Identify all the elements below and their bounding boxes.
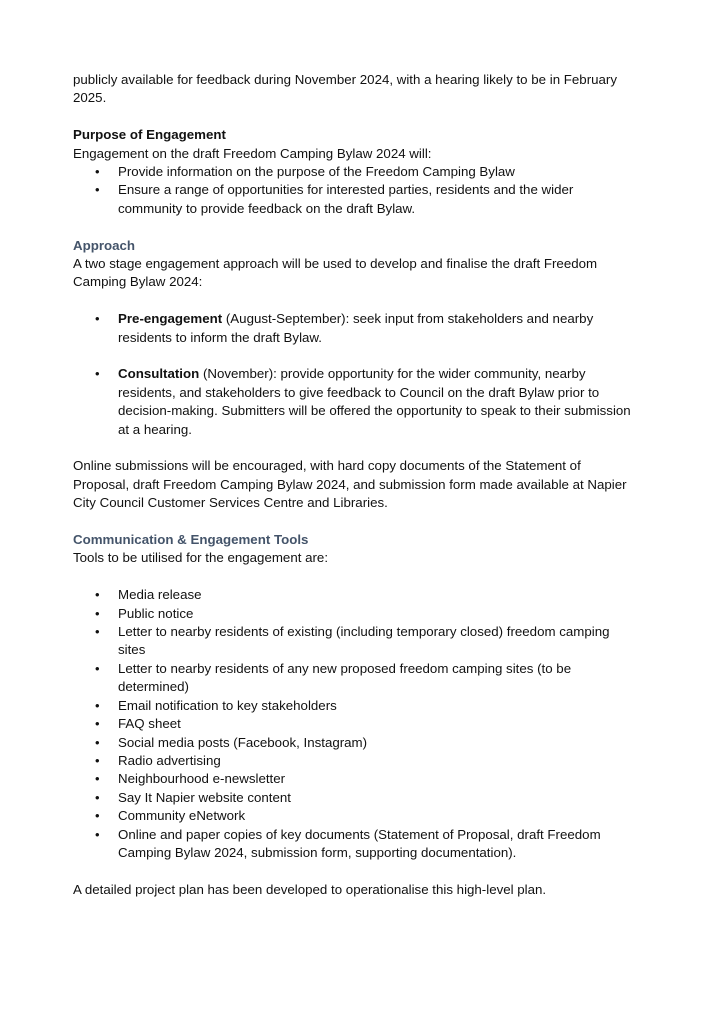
list-item: • Provide information on the purpose of the Freedom Camping Bylaw bbox=[73, 163, 633, 181]
list-item: • Letter to nearby residents of any new proposed freedom camping sites (to be determined) bbox=[73, 660, 633, 697]
stage-pre-engagement bbox=[73, 310, 633, 347]
purpose-heading: Purpose of Engagement bbox=[73, 127, 226, 143]
intro-paragraph: publicly available for feedback during November 2024, with a hearing likely to be in February 2025. bbox=[73, 72, 617, 106]
list-item: • FAQ sheet bbox=[73, 715, 633, 733]
footer-paragraph: A detailed project plan has been developed to operationalise this high-level plan. bbox=[73, 881, 547, 897]
list-item: • Radio advertising bbox=[73, 752, 633, 770]
stage-consultation bbox=[73, 365, 633, 439]
stage-title: Pre-engagement bbox=[118, 311, 223, 327]
stage-title: Consultation bbox=[118, 366, 200, 382]
list-item: • Say It Napier website content bbox=[73, 789, 633, 807]
tools-list bbox=[73, 586, 633, 862]
approach-heading: Approach bbox=[73, 237, 136, 253]
list-item: • Public notice bbox=[73, 605, 633, 623]
tools-heading: Communication & Engagement Tools bbox=[73, 532, 309, 548]
list-item: • Social media posts (Facebook, Instagram) bbox=[73, 734, 633, 752]
stage-text: (November): provide opportunity for the wider community, nearby residents, and stakeholders to give feedback to Council on the draft Bylaw prior to decision-making. Submitters will be offered the opportunity to speak to their submission at a hearing. bbox=[118, 366, 631, 437]
stage-text: (August-September): seek input from stakeholders and nearby residents to inform the draft Bylaw. bbox=[118, 311, 594, 345]
purpose-list bbox=[73, 163, 633, 218]
purpose-lead: Engagement on the draft Freedom Camping Bylaw 2024 will: bbox=[73, 145, 432, 161]
list-item: • Email notification to key stakeholders bbox=[73, 697, 633, 715]
list-item: • Ensure a range of opportunities for interested parties, residents and the wider community to provide feedback on the draft Bylaw. bbox=[73, 181, 633, 218]
list-item: • Neighbourhood e-newsletter bbox=[73, 770, 633, 788]
list-item: • Online and paper copies of key documents (Statement of Proposal, draft Freedom Camping Bylaw 2024, submission form, supporting documentation). bbox=[73, 826, 633, 863]
document-page bbox=[73, 71, 633, 899]
list-item: • Media release bbox=[73, 586, 633, 604]
list-item: • Community eNetwork bbox=[73, 807, 633, 825]
approach-closing-paragraph: Online submissions will be encouraged, with hard copy documents of the Statement of Proposal, draft Freedom Camping Bylaw 2024, and submission form made available at Napier City Council Customer Services Centre and Libraries. bbox=[73, 458, 627, 511]
approach-stages-list bbox=[73, 310, 633, 439]
approach-lead: A two stage engagement approach will be used to develop and finalise the draft Freedom Camping Bylaw 2024: bbox=[73, 256, 598, 290]
list-item: • Letter to nearby residents of existing (including temporary closed) freedom camping sites bbox=[73, 623, 633, 660]
tools-lead: Tools to be utilised for the engagement are: bbox=[73, 550, 329, 566]
